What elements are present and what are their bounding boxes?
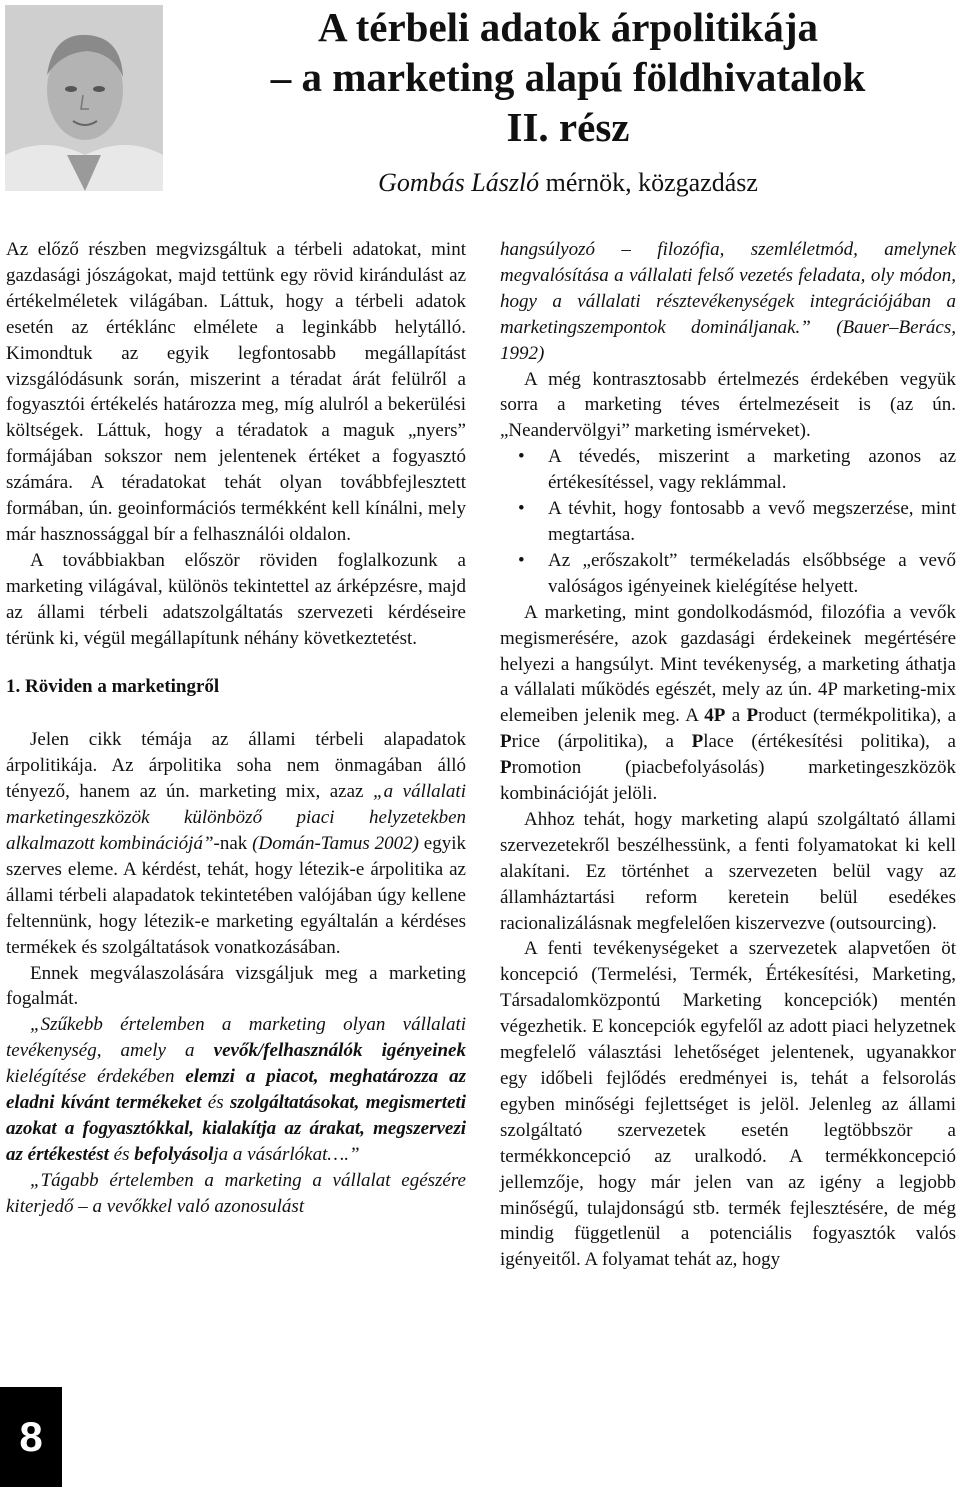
misconceptions-paragraph: A még kontrasztosabb értelmezés érdekében vegyük sorra a marketing téves értelmezéseit is (az ún. „Neandervölgyi” marketing ismérveket). <box>500 368 956 442</box>
text-span: romotion (piacbefolyásolás) marketingeszközök kombinációját jelöli. <box>500 757 956 805</box>
left-column <box>6 237 466 1220</box>
concepts-paragraph: A fenti tevékenységeket a szervezetek alapvetően öt koncepció (Termelési, Termék, Értékesítési, Marketing, Társadalomközpontú Marketing koncepciók) mentén végezhetik. E koncepciók egyfelől az adott piaci helyzetnek megfelelő választási lehetőséget jelentenek, ugyanakkor egy időbeli fejlődés eredményei is, tehát a felsorolás egyben minőségi fejlettséget is jelöl. Jelenleg az állami szolgáltató szervezetek esetén legtöbbször a termékkoncepció az uralkodó. A termékkoncepció jellemzője, hogy már jelen van az igény a legjobb minőségű, tulajdonságú stb. termék fejlesztésére, de még mindig függetlenül a potenciális fogyasztók valós igényeitől. A folyamat tehát az, hogy <box>500 938 956 1271</box>
bold-quote-span: vevők/felhasználók igényeinek <box>213 1040 466 1062</box>
bold-span: P <box>500 731 512 753</box>
bold-quote-span: elemzi a piacot, meghatározza az eladni kívánt termékeket <box>6 1066 466 1114</box>
organisation-paragraph: Ahhoz tehát, hogy marketing alapú szolgáltató állami szervezetekről beszélhessünk, a fenti folyamatokat ki kell alakítani. Ez történhet a szervezeten belül vagy az államháztartási reform keretein belül esedékes racionalizálásnak megfelelően kiszervezve (outsourcing). <box>500 808 956 934</box>
title-line-2: – a marketing alapú földhivatalok <box>270 54 866 100</box>
bullet-icon: • <box>518 549 525 571</box>
quote-span: „Szűkebb értelemben a marketing olyan vállalati tevékenység, amely a <box>6 1014 466 1062</box>
text-span: lace (értékesítési politika), a <box>703 731 956 753</box>
quote-span: kielégítése érdekében <box>6 1066 186 1088</box>
definition-quote-broad <box>6 1168 466 1220</box>
author-name: Gombás László <box>378 168 540 197</box>
bullet-icon: • <box>518 498 525 520</box>
text-span: rice (árpolitika), a <box>511 731 692 753</box>
bold-span: P <box>691 731 704 753</box>
text-span: roduct (termékpolitika), a <box>758 705 956 727</box>
bold-quote-span: befolyásol <box>134 1143 214 1165</box>
list-item <box>500 548 956 600</box>
right-column <box>500 237 956 1273</box>
quote-span: „Tágabb értelemben a marketing a vállalat egészére kiterjedő – a vevőkkel való azonosulást <box>6 1169 466 1217</box>
citation-span: (Domán-Tamus 2002) <box>252 833 419 855</box>
text-span: egyik szerves eleme. A kérdést, tehát, hogy létezik-e árpolitika az állami térbeli alapadatok tekintetében valójában úgy kellene feltennünk, hogy létezik-e marketing egyáltalán a kérdéses termékek és szolgáltatások vonatkozásában. <box>6 833 466 958</box>
list-item <box>500 496 956 548</box>
list-item-text: A tévhit, hogy fontosabb a vevő megszerzése, mint megtartása. <box>548 498 956 545</box>
overview-paragraph: A továbbiakban először röviden foglalkozunk a marketing világával, különös tekintettel az árképzésre, majd az állami térbeli adatszolgáltatás szervezeti kérdéseire térünk ki, végül megállapítunk néhány következtetést. <box>6 549 466 649</box>
quote-span: „a vállalati marketingeszközök különböző piaci helyzetekben alkalmazott kombinációjá” <box>6 781 466 855</box>
author-portrait-image <box>5 5 163 191</box>
quote-span: és <box>108 1143 135 1165</box>
question-paragraph: Ennek megválaszolására vizsgáljuk meg a marketing fogalmát. <box>6 962 466 1010</box>
bold-quote-span: szolgáltatásokat, megismerteti azokat a fogyasztókkal, kialakítja az árakat, megszervezi az értékestést <box>6 1092 467 1165</box>
quote-span: hangsúlyozó – filozófia, szemléletmód, amelynek megvalósítása a vállalati felső vezetés feladata, oly módon, hogy a vállalati résztevékenységek integrációjában a marketingszempontok domináljanak.” (Bauer–Berács, 1992) <box>500 239 956 364</box>
bullet-icon: • <box>518 446 525 468</box>
author-role: mérnök, közgazdász <box>545 168 758 197</box>
title-line-3: II. rész <box>506 104 630 150</box>
text-span: -nak <box>213 833 253 855</box>
title-line-1: A térbeli adatok árpolitikája <box>318 4 818 50</box>
author-byline <box>178 166 958 200</box>
page-number: 8 <box>0 1387 62 1487</box>
marketing-mix-paragraph <box>6 727 466 960</box>
quote-span: ja a vásárlókat….” <box>213 1143 360 1165</box>
bold-span: 4P <box>704 705 726 727</box>
text-span: a <box>725 705 747 727</box>
text-span: Jelen cikk témája az állami térbeli alapadatok árpolitikája. Az árpolitika soha nem önmagában álló tényező, hanem az ún. marketing mix, azaz <box>6 729 466 803</box>
definition-quote-narrow <box>6 1012 466 1167</box>
bold-span: P <box>746 705 759 727</box>
section-heading: 1. Röviden a marketingről <box>6 675 220 697</box>
text-span: A marketing, mint gondolkodásmód, filozófia a vevők megismerésére, azok gazdasági érdekeinek megértésére helyezi a hangsúlyt. Mint tevékenység, a marketing áthatja a vállalati működés egészét, mely az ún. 4P marketing-mix elemeiben jelenik meg. A <box>500 601 956 727</box>
definition-quote-continuation <box>500 237 956 367</box>
intro-paragraph: Az előző részben megvizsgáltuk a térbeli adatokat, mint gazdasági jószágokat, majd tettünk egy rövid kirándulást az értékelméletek világában. Láttuk, hogy a térbeli adatok esetén az értéklánc elmélete a leginkább helytálló. Kimondtuk az egyik legfontosabb megállapítást vizsgálódásunk során, miszerint a téradat árát felülről a fogyasztói értékelés határozza meg, míg alulról a bekerülési költségek. Láttuk, hogy a téradatok a maguk „nyers” formájában sokszor nem jelentenek értéket a fogyasztó számára. A téradatokat tehát olyan továbbfejlesztett formában, ún. geoinformációs termékként kell kínálni, mely már hasznossággal bír a felhasználói oldalon. <box>6 239 466 545</box>
list-item <box>500 444 956 496</box>
bold-span: P <box>500 757 512 779</box>
list-item-text: Az „erőszakolt” termékeladás elsőbbsége a vevő valóságos igényeinek kielégítése helyett. <box>548 549 956 597</box>
list-item-text: A tévedés, miszerint a marketing azonos az értékesítéssel, vagy reklámmal. <box>548 446 956 494</box>
misconceptions-list <box>500 444 956 599</box>
article-title <box>178 2 958 152</box>
four-p-paragraph <box>500 600 956 807</box>
author-photo <box>5 5 163 191</box>
quote-span: és <box>201 1092 231 1114</box>
